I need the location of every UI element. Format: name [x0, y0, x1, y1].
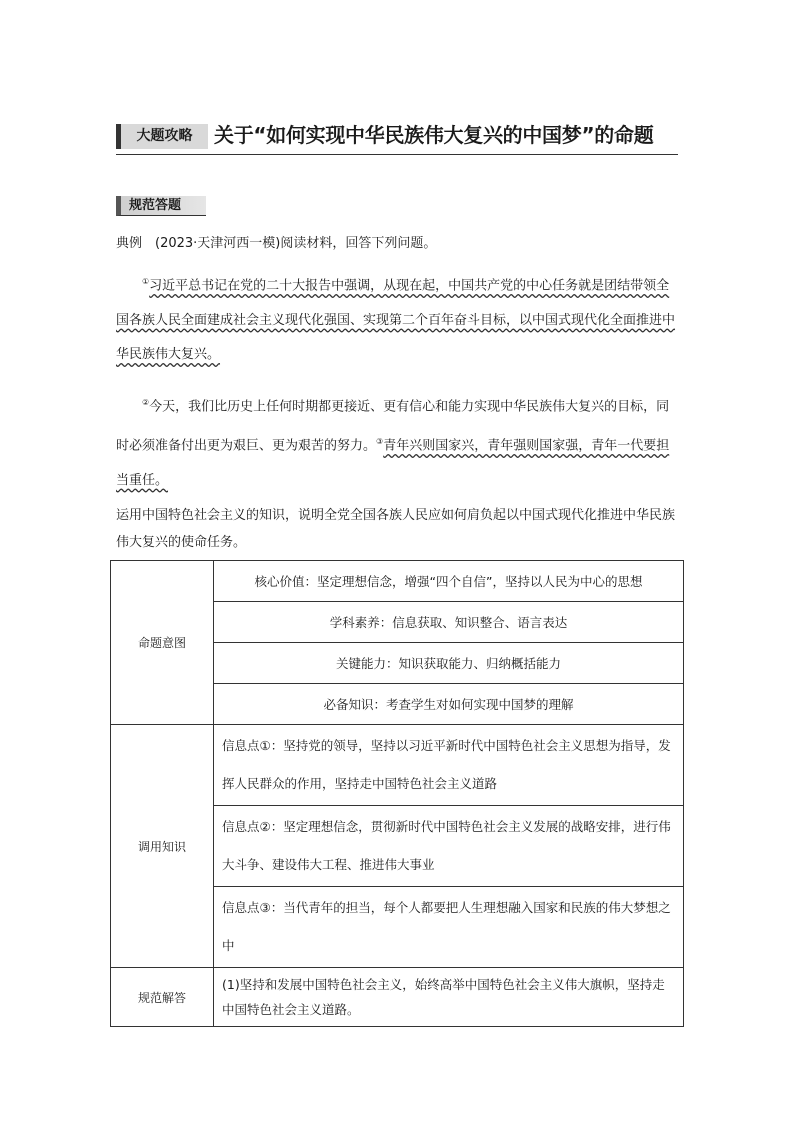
question-text: 运用中国特色社会主义的知识，说明全党全国各族人民应如何肩负起以中国式现代化推进中华民族伟大复兴的使命任务。 [116, 508, 676, 550]
table-row [111, 561, 684, 602]
example-lead: 典例 (2023·天津河西一模)阅读材料，回答下列问题。 [116, 236, 437, 251]
section-heading: 规范答题 [116, 196, 206, 216]
intent-label: 命题意图 [111, 561, 214, 725]
answer-text: (1)坚持和发展中国特色社会主义，始终高举中国特色社会主义伟大旗帜，坚持走中国特色社会主义道路。 [214, 968, 684, 1027]
intent-ability: 关键能力：知识获取能力、归纳概括能力 [214, 643, 684, 684]
material-paragraph-1 [116, 265, 678, 373]
material-text-3: 青年兴则国家兴，青年强则国家强，青年一代要担当重任。 [116, 438, 670, 488]
info-point-3: 信息点③：当代青年的担当，每个人都要把人生理想融入国家和民族的伟大梦想之中 [214, 887, 684, 968]
page-title: 关于“如何实现中华民族伟大复兴的中国梦”的命题 [214, 123, 654, 147]
info-point-2: 信息点②：坚定理想信念，贯彻新时代中国特色社会主义发展的战略安排，进行伟大斗争、建设伟大工程、推进伟大事业 [214, 806, 684, 887]
intent-core-value: 核心价值：坚定理想信念，增强“四个自信”，坚持以人民为中心的思想 [214, 561, 684, 602]
section-badge: 大题攻略 [116, 124, 208, 149]
marker-2: ② [142, 398, 150, 407]
answer-label: 规范解答 [111, 968, 214, 1027]
table-row [111, 725, 684, 806]
intent-literacy: 学科素养：信息获取、知识整合、语言表达 [214, 602, 684, 643]
marker-1: ① [142, 277, 150, 286]
marker-3: ③ [376, 436, 384, 446]
material-text-1: 习近平总书记在党的二十大报告中强调，从现在起，中国共产党的中心任务就是团结带领全国各族人民全面建成社会主义现代化强国、实现第二个百年奋斗目标，以中国式现代化全面推进中华民族伟大复兴。 [116, 278, 676, 363]
material-paragraph-2 [116, 386, 678, 498]
info-point-1: 信息点①：坚持党的领导，坚持以习近平新时代中国特色社会主义思想为指导，发挥人民群众的作用，坚持走中国特色社会主义道路 [214, 725, 684, 806]
page-title-row [116, 120, 678, 155]
knowledge-label: 调用知识 [111, 725, 214, 968]
material-text-2: 今天，我们比历史上任何时期都更接近、更有信心和能力实现中华民族伟大复兴的目标，同时必须准备付出更为艰巨、更为艰苦的努力。 [116, 399, 670, 454]
intent-knowledge: 必备知识：考查学生对如何实现中国梦的理解 [214, 684, 684, 725]
table-row [111, 968, 684, 1027]
analysis-table [110, 560, 684, 1027]
